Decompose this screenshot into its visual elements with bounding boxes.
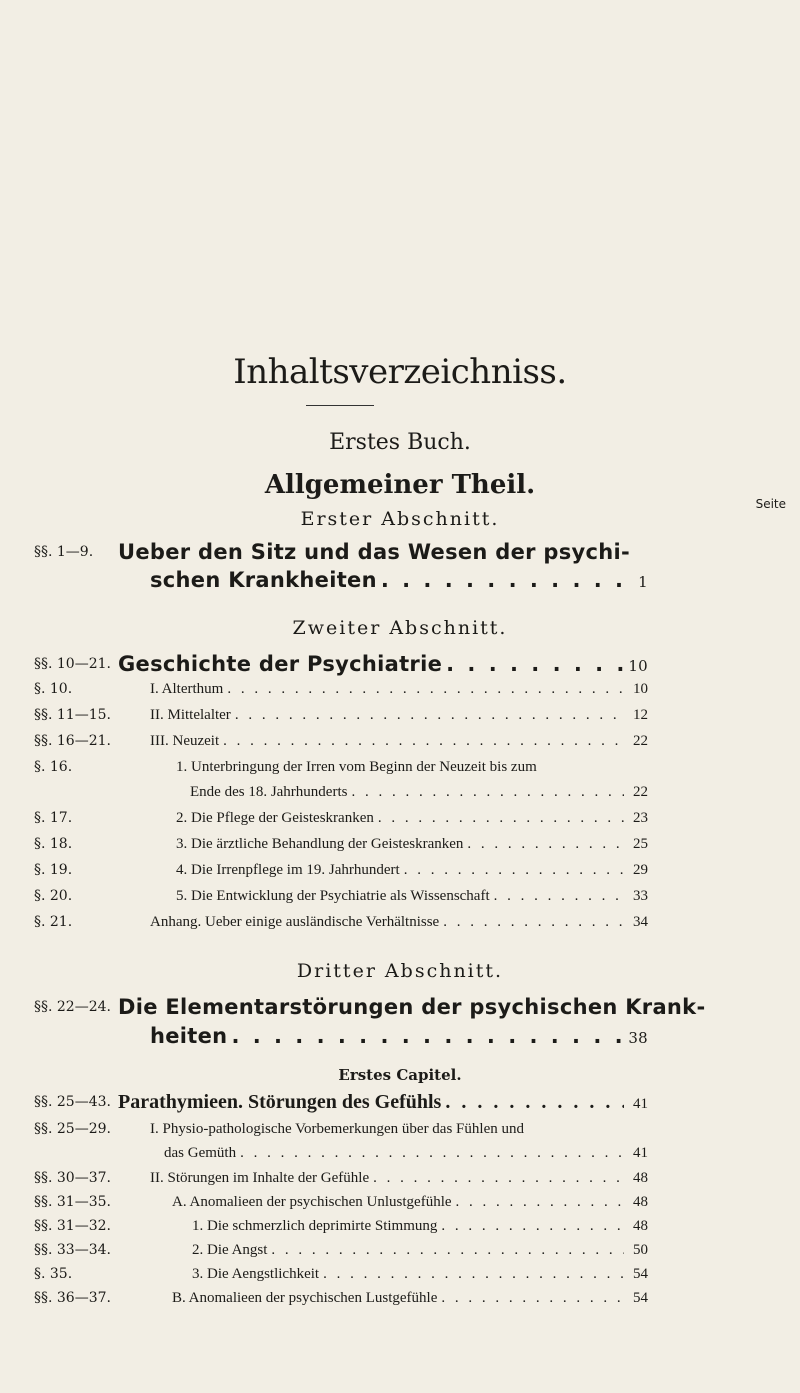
page-number: 34 (633, 914, 648, 930)
page-number: 48 (633, 1194, 648, 1210)
page-title: Inhaltsverzeichniss. (233, 352, 567, 392)
leader-dots (240, 1145, 624, 1162)
page-number: 12 (633, 707, 648, 723)
section-ref: §. 16. (34, 759, 73, 775)
leader-dots (441, 1218, 624, 1235)
section-ref: §§. 30—37. (34, 1170, 111, 1186)
page-number: 50 (633, 1242, 648, 1258)
page-number: 48 (633, 1170, 648, 1186)
entry-title: 3. Die Aengstlichkeit (192, 1266, 320, 1282)
entry-title: I. Physio-pathologische Vorbemerkungen über das Fühlen und (150, 1121, 524, 1137)
chapter-heading: Erstes Capitel. (338, 1066, 462, 1084)
page-number: 23 (633, 810, 648, 826)
section-ref: §§. 1—9. (34, 544, 94, 560)
section-ref: §. 21. (34, 914, 73, 930)
section-ref: §§. 36—37. (34, 1290, 111, 1306)
section-ref: §. 17. (34, 810, 73, 826)
leader-dots (441, 1290, 624, 1307)
entry-title: 4. Die Irrenpflege im 19. Jahrhundert (176, 862, 400, 878)
leader-dots (404, 862, 624, 879)
title-rule (306, 405, 374, 406)
book-heading: Erstes Buch. (329, 430, 471, 455)
toc-entry-cont (190, 784, 648, 801)
section-heading: Erster Abschnitt. (300, 508, 500, 530)
toc-main-entry (0, 995, 800, 1021)
section-heading: Dritter Abschnitt. (296, 960, 504, 982)
toc-entry (0, 810, 800, 836)
leader-dots (467, 836, 624, 853)
toc-entry (0, 862, 800, 888)
section-ref: §. 35. (34, 1266, 73, 1282)
section-ref: §. 18. (34, 836, 73, 852)
toc-entry (0, 914, 800, 940)
seite-label: Seite (755, 497, 786, 511)
leader-dots (381, 568, 624, 592)
entry-title: 2. Die Pflege der Geisteskranken (176, 810, 374, 826)
entry-title: das Gemüth (164, 1145, 237, 1161)
entry-title: II. Störungen im Inhalte der Gefühle (150, 1170, 370, 1186)
page-number: 41 (633, 1145, 648, 1161)
toc-entry (0, 836, 800, 862)
page-number: 48 (633, 1218, 648, 1234)
entry-title: Anhang. Ueber einige ausländische Verhältnisse (150, 914, 440, 930)
entry-title: Parathymieen. Störungen des Gefühls (118, 1091, 442, 1113)
page-number: 25 (633, 836, 648, 852)
toc-entry (0, 1290, 800, 1316)
page-number: 54 (633, 1290, 648, 1306)
section-ref: §§. 10—21. (34, 656, 111, 672)
toc-main-entry-cont (150, 568, 648, 592)
section-ref: §§. 31—32. (34, 1218, 111, 1234)
entry-title: B. Anomalieen der psychischen Lustgefühle (172, 1290, 438, 1306)
leader-dots (378, 810, 624, 827)
leader-dots (223, 733, 624, 750)
leader-dots (445, 1091, 624, 1114)
page-number: 29 (633, 862, 648, 878)
page-number: 10 (633, 681, 648, 697)
page-number: 1 (638, 573, 648, 591)
page-number: 41 (633, 1096, 648, 1112)
entry-title: Ueber den Sitz und das Wesen der psychi- (118, 540, 631, 564)
page-number: 22 (633, 733, 648, 749)
page-number: 10 (628, 657, 648, 675)
toc-entry (0, 707, 800, 733)
toc-entry-cont (164, 1145, 648, 1162)
leader-dots (227, 681, 624, 698)
entry-title: Geschichte der Psychiatrie (118, 652, 443, 676)
leader-dots (323, 1266, 624, 1283)
toc-entry (0, 1266, 800, 1292)
toc-entry (0, 1121, 800, 1147)
part-heading: Allgemeiner Theil. (264, 470, 536, 500)
leader-dots (456, 1194, 624, 1211)
toc-entry (0, 1194, 800, 1220)
leader-dots (351, 784, 624, 801)
section-ref: §§. 25—43. (34, 1094, 111, 1110)
page-number: 22 (633, 784, 648, 800)
toc-entry (0, 1218, 800, 1244)
entry-title: Ende des 18. Jahrhunderts (190, 784, 348, 800)
toc-entry (0, 733, 800, 759)
entry-title: III. Neuzeit (150, 733, 220, 749)
leader-dots (373, 1170, 624, 1187)
toc-main-entry (0, 652, 800, 678)
section-ref: §§. 22—24. (34, 999, 111, 1015)
section-ref: §§. 25—29. (34, 1121, 111, 1137)
toc-entry (0, 1170, 800, 1196)
leader-dots (235, 707, 624, 724)
section-ref: §. 19. (34, 862, 73, 878)
section-ref: §. 10. (34, 681, 73, 697)
entry-title: 2. Die Angst (192, 1242, 268, 1258)
leader-dots (271, 1242, 624, 1259)
toc-entry (0, 681, 800, 707)
entry-title: 1. Die schmerzlich deprimirte Stimmung (192, 1218, 438, 1234)
toc-main-entry (0, 540, 800, 566)
leader-dots (446, 652, 624, 676)
entry-title: 5. Die Entwicklung der Psychiatrie als Wissenschaft (176, 888, 490, 904)
section-heading: Zweiter Abschnitt. (292, 617, 508, 639)
leader-dots (231, 1024, 624, 1048)
page-number: 33 (633, 888, 648, 904)
entry-title: 1. Unterbringung der Irren vom Beginn der Neuzeit bis zum (176, 759, 537, 775)
page-number: 54 (633, 1266, 648, 1282)
entry-title: heiten (150, 1024, 228, 1048)
section-ref: §. 20. (34, 888, 73, 904)
leader-dots (443, 914, 624, 931)
section-ref: §§. 31—35. (34, 1194, 111, 1210)
entry-title: Die Elementarstörungen der psychischen Krank- (118, 995, 706, 1019)
toc-entry (0, 759, 800, 785)
leader-dots (494, 888, 624, 905)
toc-entry (0, 1242, 800, 1268)
entry-title: 3. Die ärztliche Behandlung der Geisteskranken (176, 836, 464, 852)
section-ref: §§. 33—34. (34, 1242, 111, 1258)
entry-title: schen Krankheiten (150, 568, 377, 592)
entry-title: A. Anomalieen der psychischen Unlustgefühle (172, 1194, 452, 1210)
toc-chapter-entry (0, 1091, 800, 1117)
entry-title: I. Alterthum (150, 681, 224, 697)
toc-entry (0, 888, 800, 914)
page-number: 38 (628, 1029, 648, 1047)
section-ref: §§. 11—15. (34, 707, 111, 723)
toc-main-entry-cont (150, 1024, 648, 1048)
entry-title: II. Mittelalter (150, 707, 231, 723)
section-ref: §§. 16—21. (34, 733, 111, 749)
